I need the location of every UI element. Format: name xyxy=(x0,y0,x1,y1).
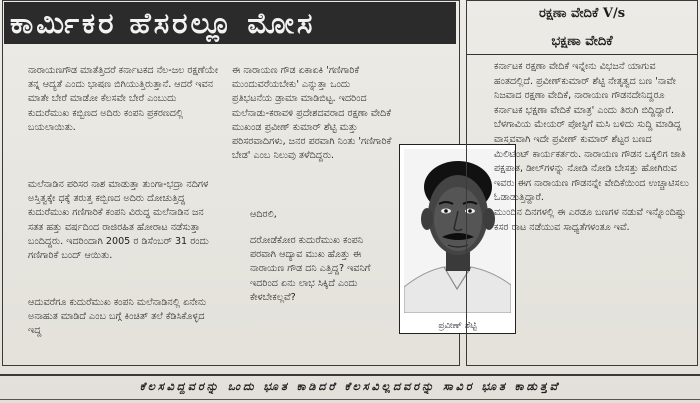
article-headline: ಕಾರ್ಮಿಕರ ಹೆಸರಲ್ಲೂ ಮೋಸ xyxy=(4,2,456,44)
footer-quote: ಕೆಲಸವಿದ್ದವರನ್ನು ಒಂದು ಭೂತ ಕಾಡಿದರೆ ಕೆಲಸವಿಲ್ಲದವರನ್ನು ಸಾವಿರ ಭೂತ ಕಾಡುತ್ತವೆ xyxy=(139,380,561,393)
paragraph: ಈ ನಾರಾಯಣ ಗೌಡ ಏಕಾಏಕಿ 'ಗಣಿಗಾರಿಕೆ ಮುಂದುವರೆಯಬೇಕು' ಎನ್ನುತ್ತಾ ಒಂದು ಪ್ರತಿಭಟನೆಯ ಡ್ರಾಮಾ ಮಾಡಿಬಿಟ್ಟ. ಇದರಿಂದ ಮಲೆನಾಡು-ಕರಾವಳಿ ಪ್ರದೇಶದವರಾದ ರಕ್ಷಣಾ ವೇದಿಕೆ ಮುಖಂಡ ಪ್ರವೀಣ್ ಕುಮಾರ್ ಶೆಟ್ಟಿ ಮತ್ತು ಪರಿಸರವಾದಿಗಳು, ಜನರ ಪರವಾಗಿ ನಿಂತು 'ಗಣಿಗಾರಿಕೆ ಬೇಡ' ಎಂಬ ನಿಲುವು ತಳೆದಿದ್ದರು. xyxy=(232,65,392,162)
side-article-body xyxy=(476,60,690,235)
article-left-paragraph-3 xyxy=(10,296,220,339)
side-article-title: ರಕ್ಷಣಾ ವೇದಿಕೆ V/s xyxy=(538,6,626,21)
paragraph: ಮಲೆನಾಡಿನ ಪರಿಸರ ನಾಶ ಮಾಡುತ್ತಾ ತುಂಗಾ-ಭದ್ರಾ ನದಿಗಳ ಅಸ್ತಿತ್ವಕ್ಕೇ ಧಕ್ಕೆ ತರುತ್ತ ಕಬ್ಬಿಣದ ಅದಿರು ದೋಚುತ್ತಿದ್ದ ಕುದುರೆಮುಖ ಗಣಿಗಾರಿಕೆ ಕಂಪನಿ ವಿರುದ್ಧ ಮಲೆನಾಡಿನ ಜನ ಸತತ ಹತ್ತು ವರ್ಷದಿಂದ ರಾಜಿರಹಿತ ಹೋರಾಟ ನಡೆಸುತ್ತಾ ಬಂದಿದ್ದರು. ಇದರಿಂದಾಗಿ 2005 ರ ಡಿಸೆಂಬರ್ 31 ರಂದು ಗಣಿಗಾರಿಕೆ ಬಂದ್ ಆಯಿತು. xyxy=(28,179,209,262)
paragraph: ಆದಿರಲಿ, xyxy=(250,209,277,220)
side-article-subtitle: ಭಕ್ಷಣಾ ವೇದಿಕೆ xyxy=(551,34,613,49)
article-mid-paragraph-2 xyxy=(232,208,392,222)
photo-caption: ಪ್ರವೀಣ್ ಶೆಟ್ಟಿ xyxy=(438,321,477,331)
article-left-paragraph-1 xyxy=(10,64,220,135)
article-mid-paragraph-3 xyxy=(232,234,392,305)
article-mid-paragraph-1 xyxy=(232,64,392,204)
paragraph: ದರೋಡೆಕೋರ ಕುದುರೆಮುಖ ಕಂಪನಿ ಪರವಾಗಿ ಆದ್ಯಾವ ಮುಖ ಹೊತ್ತು ಈ ನಾರಾಯಣ ಗೌಡ ದನಿ ಎತ್ತಿದ್ದ? ಇವನಿಗೆ ಇದರಿಂದ ಏನು ಲಾಭ ಸಿಕ್ಕಿದೆ ಎಂದು ಕೇಳಬೇಕಲ್ಲವೆ? xyxy=(250,235,371,303)
paragraph: ಮುಂದಿನ ದಿನಗಳಲ್ಲಿ ಈ ಎರಡೂ ಬಣಗಳ ನಡುವೆ ಇನ್ನೊಂದಿಷ್ಟು ಕಸರ ರಾಟ ನಡೆಯುವ ಸಾಧ್ಯತೆಗಳಂತೂ ಇವೆ. xyxy=(494,206,687,233)
paragraph: ಆದುವರೆಗೂ ಕುದುರೆಮುಖ ಕಂಪನಿ ಮಲೆನಾಡಿನಲ್ಲಿ ಏನೇನು ಅನಾಹುತ ಮಾಡಿದೆ ಎಂಬ ಬಗ್ಗೆ ಕಿಂಚಿತ್ ತಲೆ ಕೆಡಿಸಿಕೊಳ್ಳದ ಇದ್ದ xyxy=(28,297,207,337)
paragraph: ನಾರಾಯಣಗೌಡ ಮಾತೆತ್ತಿದರೆ ಕರ್ನಾಟಕದ ನೆಲ-ಜಲ ರಕ್ಷಣೆಯೇ ತನ್ನ ಆದ್ಯತೆ ಎಂದು ಭಾಷಣ ಬಿಗಿಯುತ್ತಿರುತ್ತಾನೆ. ಆದರೆ ಇವನ ಮಾತೇ ಬೇರೆ ಮಾಡೋ ಕೆಲಸವೇ ಬೇರೆ ಎಂಬುದು ಕುದುರೆಮುಖ ಕಬ್ಬಿಣದ ಅದಿರು ಕಂಪನಿ ಪ್ರಕರಣದಲ್ಲಿ ಬಯಲಾಯಿತು. xyxy=(28,65,219,133)
article-left-paragraph-2 xyxy=(10,178,220,263)
divider xyxy=(466,54,698,55)
paragraph: ಕರ್ನಾಟಕ ರಕ್ಷಣಾ ವೇದಿಕೆ ಇನ್ನೇನು ವಿಭಜನೆ ಯಾಗುವ ಹಂತದಲ್ಲಿದೆ. ಪ್ರವೀಣ್‌ಕುಮಾರ್ ಶೆಟ್ಟಿ ನೇತೃತ್ವದ ಬಣ 'ನಾವೇ ನಿಜವಾದ ರಕ್ಷಣಾ ವೇದಿಕೆ, ನಾರಾಯಣ ಗೌಡನದೇನಿದ್ದರೂ ಕರ್ನಾಟಕ ಭಕ್ಷಣಾ ವೇದಿಕೆ ಮಾತ್ರ' ಎಂದು ತಿರುಗಿ ಬಿದ್ದಿದ್ದಾರೆ. ಬೆಳಗಾವಿಯ ಮೇಯರ್ ಪೋಸ್ಟಿಗೆ ಮಸಿ ಬಳಿದು ಸುದ್ದಿ ಮಾಡಿದ್ದ ವಾಸ್ತವವಾಗಿ ಇದೇ ಪ್ರವೀಣ್ ಕುಮಾರ್ ಶೆಟ್ಟರ ಬಣದ ಮಿಲಿಟೆಂಟ್ ಕಾರ್ಯಕರ್ತರು. ನಾರಾಯಣ ಗೌಡನ ಒಕ್ಕಲಿಗ ಜಾತಿ ಪಕ್ಷಪಾತ, ಡೀಲ್‌ಗಳನ್ನು ನೋಡಿ ನೋಡಿ ಬೇಸತ್ತು ಹೋಗಿರುವ ಇವರು ಈಗ ನಾರಾಯಣ ಗೌಡನನ್ನೇ ವೇದಿಕೆಯಿಂದ ಉಚ್ಚಾಟಿಸಲು ಓಡಾಡುತ್ತಿದ್ದಾರೆ. xyxy=(494,61,689,204)
